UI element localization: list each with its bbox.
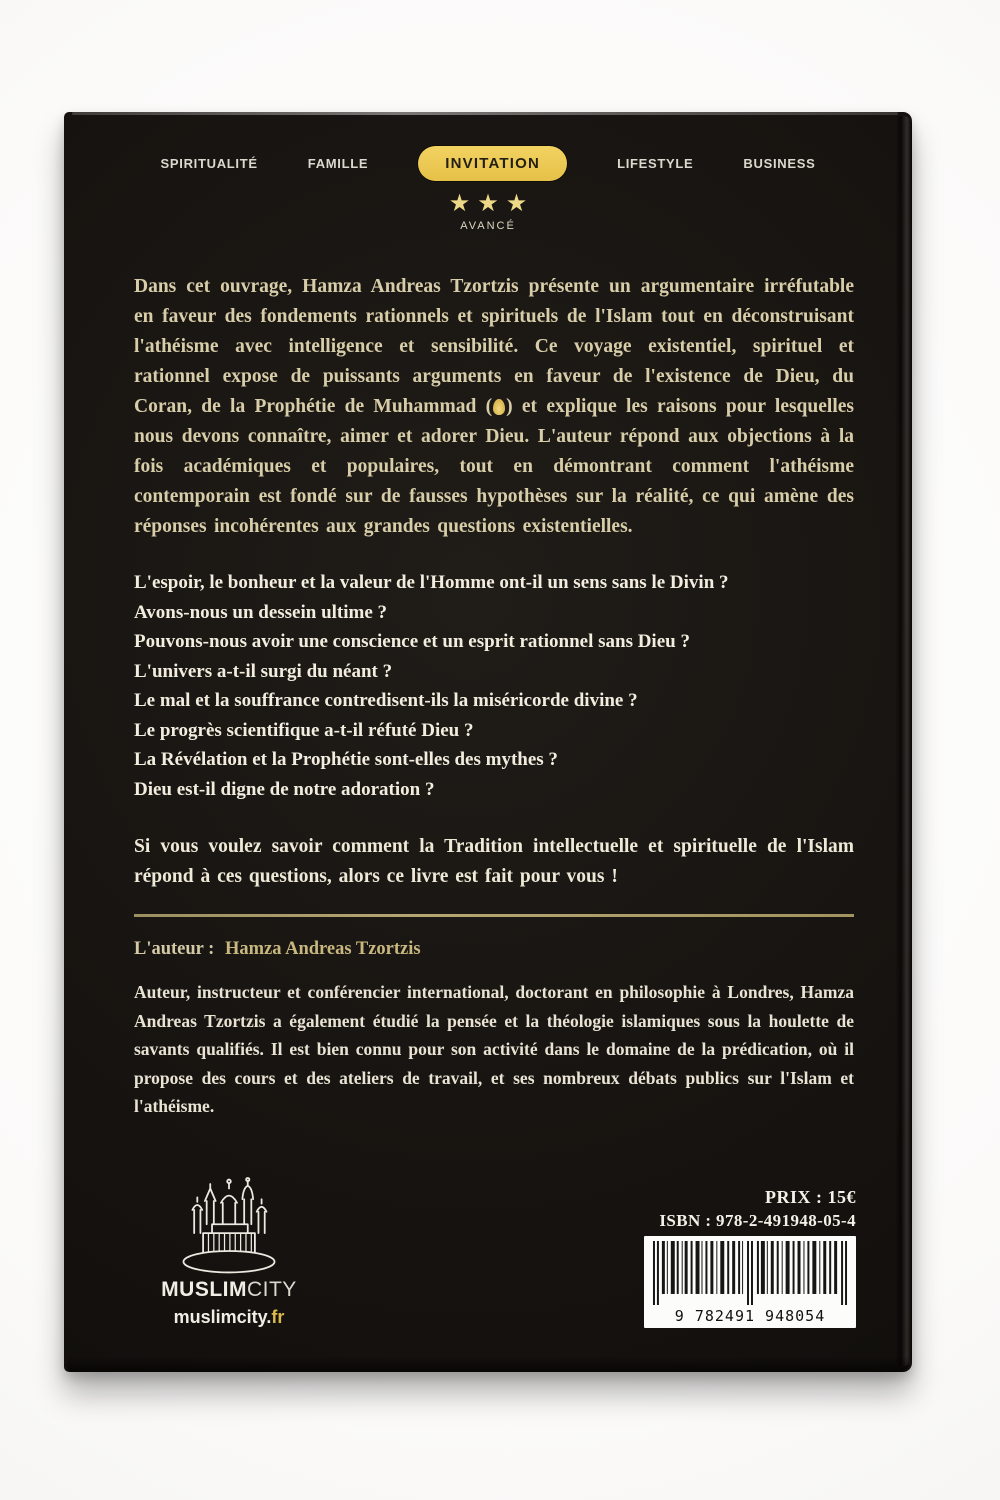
category-lifestyle: LIFESTYLE (617, 156, 694, 171)
category-business: BUSINESS (743, 156, 816, 171)
book-page-edge (895, 116, 912, 1366)
synopsis-text-1: Dans cet ouvrage, Hamza Andreas Tzortzis présente un argumentaire irréfutable en faveur des fondements rationnels et spirituels de l'Islam tout en déconstruisant l'athéisme avec intelligence et sensibilité. Ce voyage existentiel, spirituel et rationnel expose de puissants arguments en faveur de l'existence de Dieu, du Coran, de la Prophétie de Muhammad ( (134, 276, 854, 417)
closing-paragraph: Si vous voulez savoir comment la Tradition intellectuelle et spirituelle de l'Islam répond à ces questions, alors ce livre est fait pour vous ! (134, 836, 854, 887)
cover-footer (134, 1176, 856, 1328)
question-line: La Révélation et la Prophétie sont-elles des mythes ? (134, 749, 558, 770)
author-bio: Auteur, instructeur et conférencier international, doctorant en philosophie à Londres, Hamza Andreas Tzortzis a également étudié la pensée et la théologie islamiques sous la houlette de savants qualifiés. Il est bien connu pour son activité dans le domaine de la prédication, où il propose des cours et des ateliers de travail, et ses nombreux débats publics sur l'Islam et l'athéisme. (134, 982, 854, 1116)
gold-divider (134, 914, 854, 917)
question-line: L'univers a-t-il surgi du néant ? (134, 660, 393, 682)
category-invitation-badge: INVITATION (418, 146, 567, 181)
author-line (134, 939, 854, 960)
barcode-bars-icon (651, 1241, 849, 1305)
question-line: Le mal et la souffrance contredisent-ils la miséricorde divine ? (134, 690, 638, 711)
brand-light-text: CITY (246, 1278, 297, 1301)
commerce-block (644, 1187, 856, 1328)
price-label: PRIX : 15€ (765, 1187, 856, 1207)
site-tld-text: fr (271, 1307, 285, 1327)
barcode-digits: 9 782491 948054 (674, 1307, 826, 1325)
level-stars-icon: ★★★ (448, 191, 535, 217)
isbn-label: ISBN : 978-2-491948-05-4 (659, 1211, 856, 1230)
synopsis-paragraph (134, 272, 854, 542)
book-back-cover (64, 112, 912, 1372)
publisher-brand (134, 1278, 324, 1302)
site-name-text: muslimcity. (173, 1307, 272, 1327)
question-line: L'espoir, le bonheur et la valeur de l'Homme ont-il un sens sans le Divin ? (134, 572, 729, 593)
category-spiritualite: SPIRITUALITÉ (160, 156, 258, 171)
category-famille: FAMILLE (307, 156, 369, 171)
questions-list (134, 568, 854, 804)
question-line: Pouvons-nous avoir une conscience et un esprit rationnel sans Dieu ? (134, 631, 690, 652)
question-line: Avons-nous un dessein ultime ? (134, 601, 388, 623)
book-bottom-edge (67, 1356, 909, 1372)
category-bar (64, 112, 912, 181)
barcode (644, 1236, 856, 1328)
level-label: AVANCÉ (460, 220, 516, 232)
prophet-calligraphy-icon (493, 399, 505, 415)
synopsis-text-2: ) et explique les raisons pour lesquelles nous devons connaître, aimer et adorer Dieu. L'auteur répond aux objections à la fois académiques et populaires, tout en démontrant comment l'athéisme contemporain est fondé sur de fausses hypothèses sur la réalité, ce qui amène des réponses incohérentes aux grandes questions existentielles. (134, 396, 854, 537)
author-name: Hamza Andreas Tzortzis (224, 939, 421, 959)
author-label: L'auteur : (134, 939, 215, 959)
question-line: Le progrès scientifique a-t-il réfuté Dieu ? (134, 719, 474, 741)
level-indicator (64, 191, 912, 232)
publisher-website (134, 1307, 324, 1328)
mosque-logo-icon (168, 1176, 290, 1276)
question-line: Dieu est-il digne de notre adoration ? (134, 778, 435, 800)
publisher-logo-block (134, 1176, 324, 1328)
brand-bold-text: MUSLIM (161, 1278, 247, 1301)
